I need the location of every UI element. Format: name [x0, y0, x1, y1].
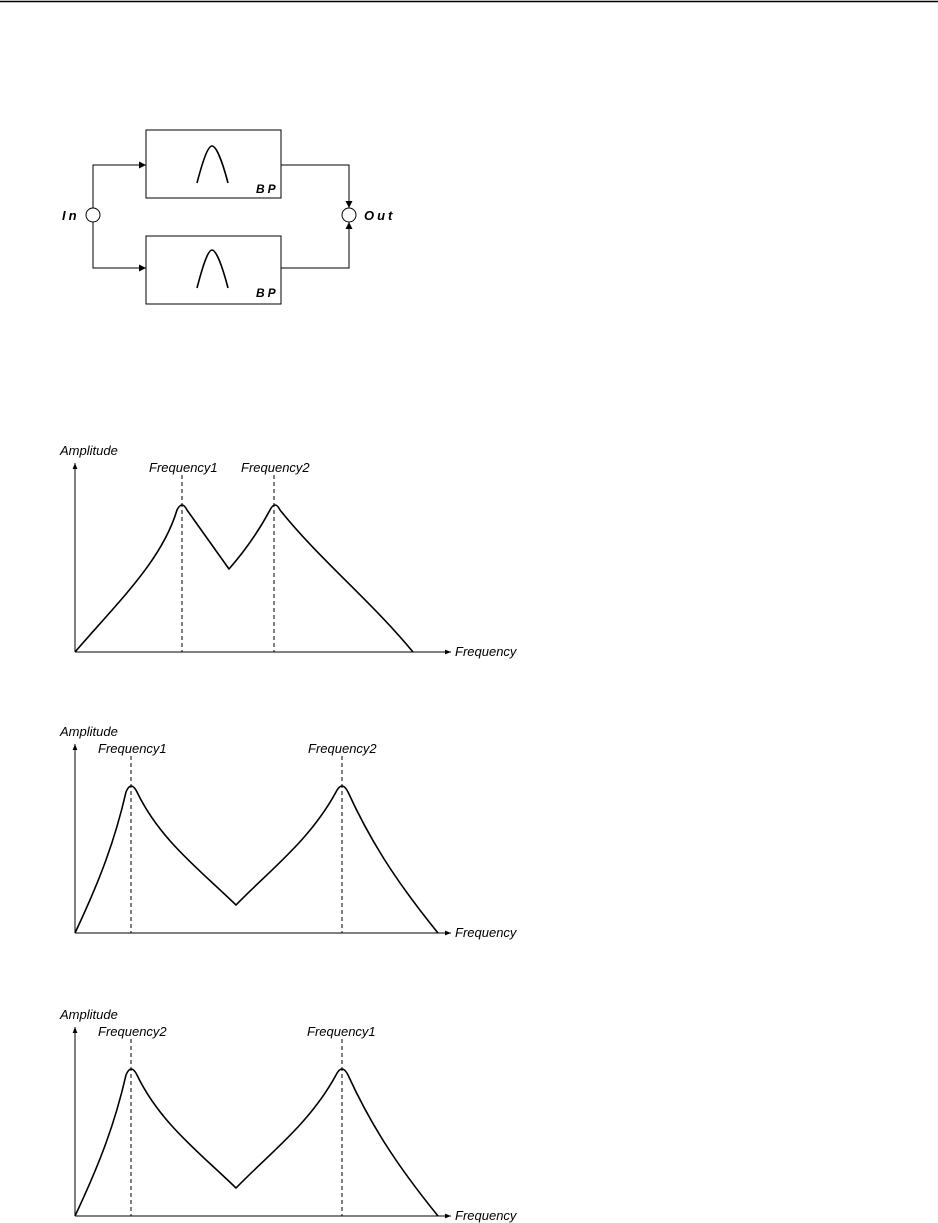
filter-label: BP [256, 182, 279, 196]
bandpass-filter-1 [146, 130, 281, 198]
input-to-filter1-wire [93, 165, 146, 208]
marker-label-frequency2: Frequency2 [241, 460, 310, 475]
filter-label: BP [256, 286, 279, 300]
marker-label-frequency1: Frequency1 [307, 1024, 376, 1039]
response-curve [75, 786, 438, 933]
marker-label-frequency2: Frequency2 [98, 1024, 167, 1039]
marker-label-frequency1: Frequency1 [149, 460, 218, 475]
response-curve [75, 505, 413, 652]
input-to-filter2-wire [93, 222, 146, 268]
y-axis-label: Amplitude [60, 1007, 118, 1022]
y-axis-label: Amplitude [60, 443, 118, 458]
output-summing-node [342, 208, 356, 222]
response-chart-3 [59, 1007, 518, 1223]
marker-label-frequency1: Frequency1 [98, 741, 167, 756]
response-curve [75, 1069, 438, 1216]
x-axis-label: Frequency [455, 925, 517, 940]
y-axis-label: Amplitude [60, 724, 118, 739]
marker-label-frequency2: Frequency2 [308, 741, 377, 756]
output-label: Out [364, 208, 396, 223]
bandpass-filter-2 [146, 236, 281, 304]
response-chart-2 [59, 724, 518, 940]
filter2-to-output-wire [281, 222, 349, 268]
x-axis-label: Frequency [455, 1208, 517, 1223]
block-diagram [62, 130, 395, 304]
filter1-to-output-wire [281, 165, 349, 208]
x-axis-label: Frequency [455, 644, 517, 659]
input-label: In [62, 208, 80, 223]
input-node [86, 208, 100, 222]
response-chart-1 [59, 443, 518, 659]
